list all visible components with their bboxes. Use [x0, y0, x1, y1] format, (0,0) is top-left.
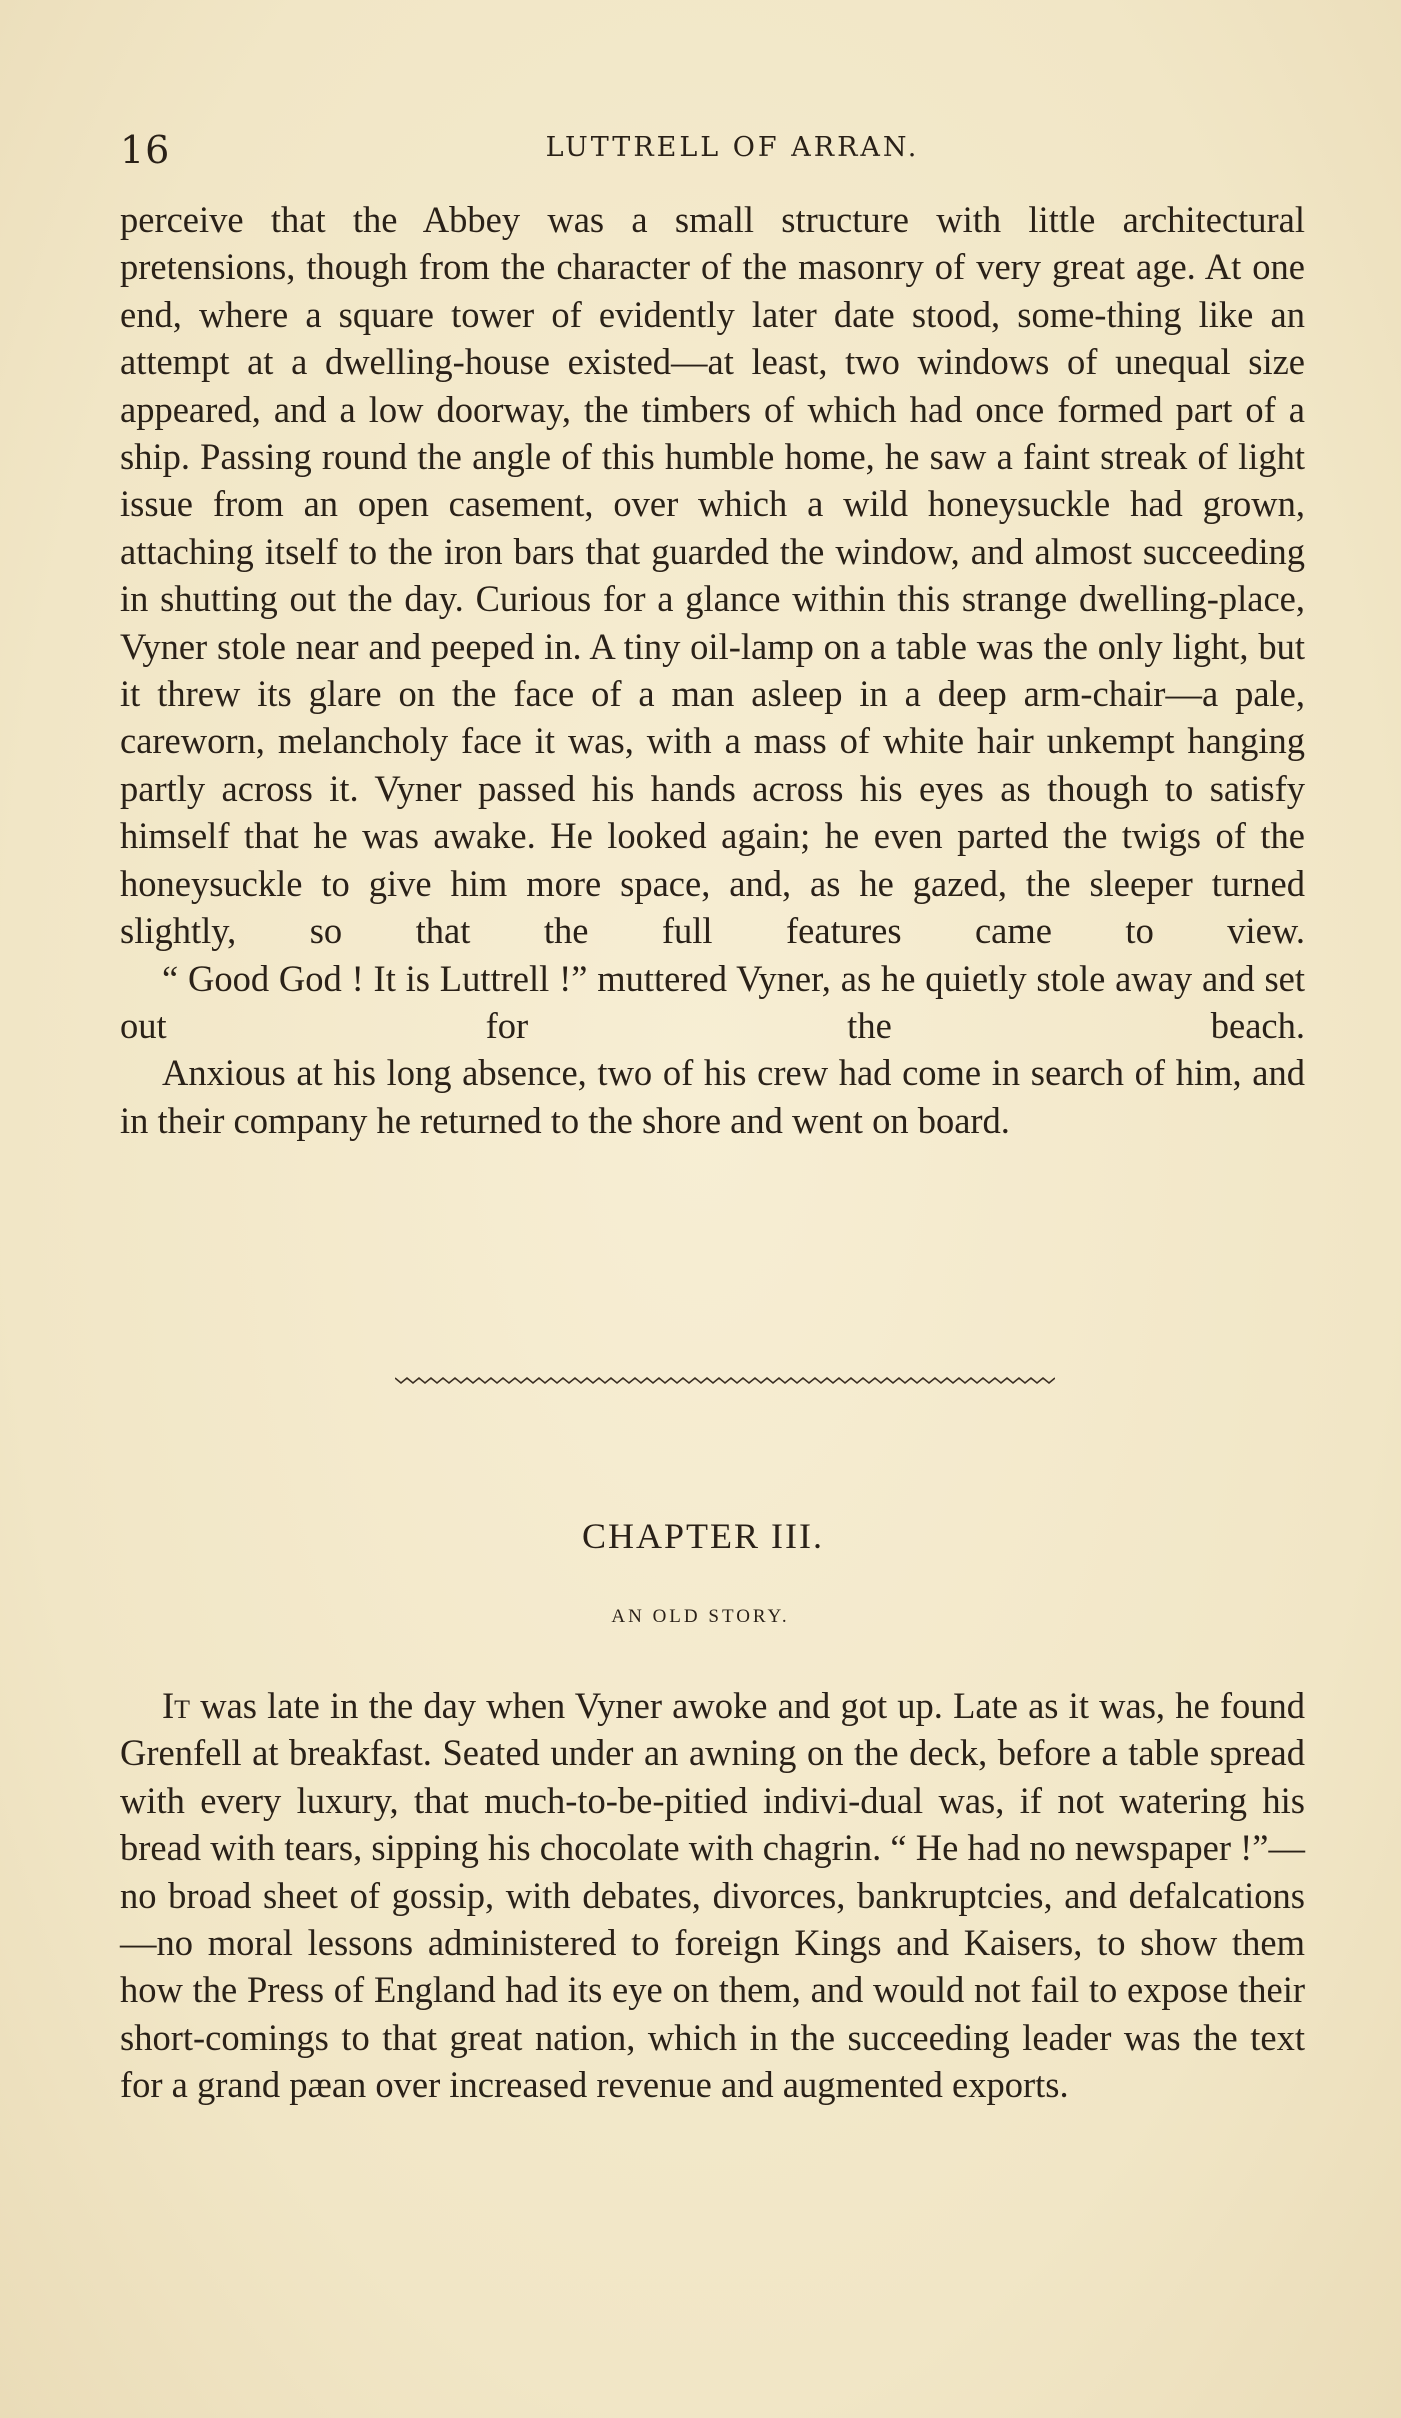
paragraph-text: was late in the day when Vyner awoke and got up. Late as it was, he found Grenfell at breakfast. Seated under an awning on the deck, before a table spread with every luxury, that much-to-be-pitied indivi-dual was, if not watering his bread with tears, sipping his chocolate with chagrin. “ He had no newspaper !”—no broad sheet of gossip, with debates, divorces, bankruptcies, and defalcations—no moral lessons administered to foreign Kings and Kaisers, to show them how the Press of England had its eye on them, and would not fail to expose their short-comings to that great nation, which in the succeeding leader was the text for a grand pæan over increased revenue and augmented exports. [120, 1685, 1305, 2106]
section-divider-ornament [395, 1370, 1055, 1390]
opening-word: It [162, 1685, 191, 1726]
chapter-title: CHAPTER III. [582, 1516, 824, 1556]
running-head: LUTTRELL OF ARRAN. [545, 132, 920, 163]
page-header [120, 128, 1305, 180]
text-block-before-chapter [120, 196, 1305, 1144]
page-number: 16 [120, 128, 171, 172]
paragraph [120, 1682, 1305, 2109]
chapter-subtitle: AN OLD STORY. [611, 1606, 790, 1627]
paragraph: Anxious at his long absence, two of his crew had come in search of him, and in their company he returned to the shore and went on board. [120, 1052, 1305, 1141]
paragraph: “ Good God ! It is Luttrell !” muttered Vyner, as he quietly stole away and set out for the beach. [120, 957, 1305, 1046]
text-block-chapter-start [120, 1682, 1305, 2109]
paragraph: perceive that the Abbey was a small structure with little architectural pretensions, though from the character of the masonry of very great age. At one end, where a square tower of evidently later date stood, some-thing like an attempt at a dwelling-house existed—at least, two windows of unequal size appeared, and a low doorway, the timbers of which had once formed part of a ship. Passing round the angle of this humble home, he saw a faint streak of light issue from an open casement, over which a wild honeysuckle had grown, attaching itself to the iron bars that guarded the window, and almost succeeding in shutting out the day. Curious for a glance within this strange dwelling-place, Vyner stole near and peeped in. A tiny oil-lamp on a table was the only light, but it threw its glare on the face of a man asleep in a deep arm-chair—a pale, careworn, melancholy face it was, with a mass of white hair unkempt hanging partly across it. Vyner passed his hands across his eyes as though to satisfy himself that he was awake. He looked again; he even parted the twigs of the honeysuckle to give him more space, and, as he gazed, the sleeper turned slightly, so that the full features came to view. [120, 199, 1305, 952]
